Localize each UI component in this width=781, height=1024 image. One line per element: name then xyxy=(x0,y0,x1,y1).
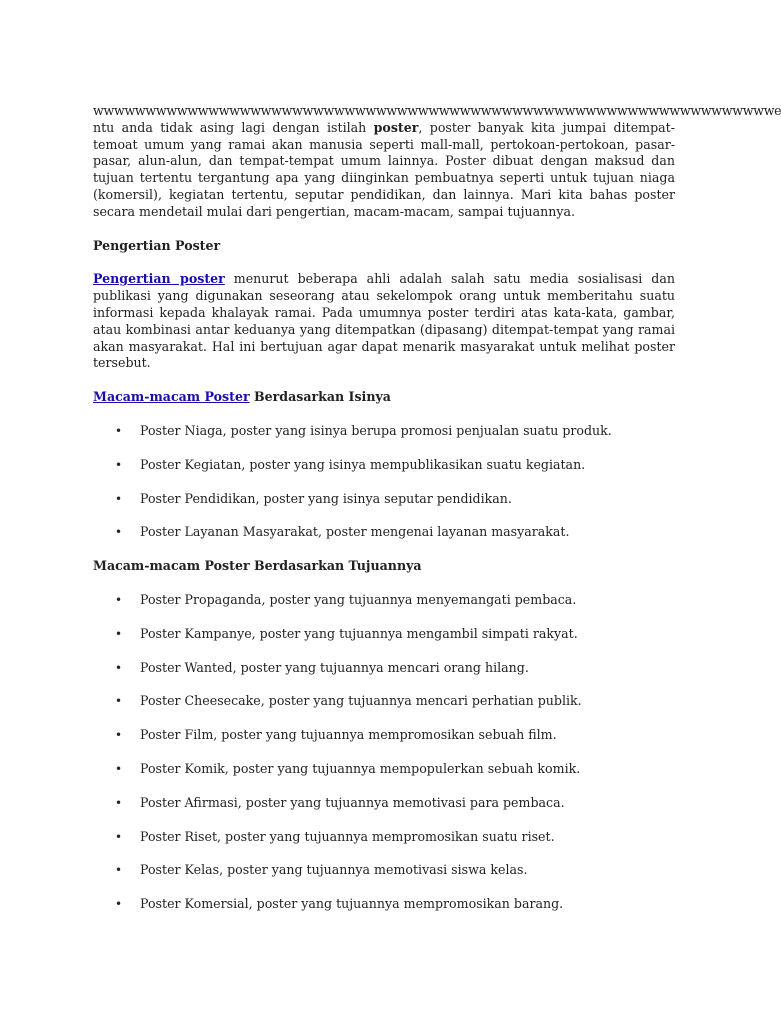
list-item xyxy=(93,862,675,896)
intro-paragraph xyxy=(93,120,675,221)
bullet-icon: • xyxy=(115,660,123,675)
bullet-icon: • xyxy=(115,897,123,912)
list-item-text: Poster Cheesecake, poster yang tujuannya mencari perhatian publik. xyxy=(140,693,582,709)
list-item xyxy=(93,457,675,491)
list-item xyxy=(93,795,675,829)
list-item xyxy=(93,693,675,727)
list-item xyxy=(93,896,675,930)
bullet-icon: • xyxy=(115,457,123,472)
list-item-text: Poster Propaganda, poster yang tujuannya menyemangati pembaca. xyxy=(140,591,577,607)
bullet-icon: • xyxy=(115,728,123,743)
list-item xyxy=(93,423,675,457)
bullet-icon: • xyxy=(115,525,123,540)
pengertian-paragraph xyxy=(93,271,675,372)
list-item-text: Poster Layanan Masyarakat, poster mengenai layanan masyarakat. xyxy=(140,524,570,540)
bullet-icon: • xyxy=(115,694,123,709)
bullet-icon: • xyxy=(115,491,123,506)
pengertian-poster-link[interactable]: Pengertian poster xyxy=(93,271,225,287)
bullet-icon: • xyxy=(115,863,123,878)
list-item-text: Poster Komik, poster yang tujuannya mempopulerkan sebuah komik. xyxy=(140,760,581,776)
list-item-text: Poster Pendidikan, poster yang isinya seputar pendidikan. xyxy=(140,490,512,506)
pengertian-body: menurut beberapa ahli adalah salah satu media sosialisasi dan publikasi yang digunakan seseorang atau sekelompok orang untuk memberitahu suatu informasi kepada khalayak ramai. Pada umumnya poster terdiri atas kata-kata, gambar, atau kombinasi antar keduanya yang ditempatkan (dipasang) ditempat-tempat yang ramai akan masyarakat. Hal ini bertujuan agar dapat menarik masyarakat untuk melihat poster tersebut. xyxy=(93,271,675,371)
intro-bold-term: poster xyxy=(373,119,419,135)
list-item xyxy=(93,524,675,558)
intro-text-start: ntu anda tidak asing lagi dengan istilah xyxy=(93,119,374,135)
heading-isinya xyxy=(93,389,675,406)
list-item-text: Poster Wanted, poster yang tujuannya mencari orang hilang. xyxy=(140,659,529,675)
list-item xyxy=(93,626,675,660)
list-item xyxy=(93,660,675,694)
list-item-text: Poster Niaga, poster yang isinya berupa promosi penjualan suatu produk. xyxy=(140,422,612,438)
heading-tujuannya: Macam-macam Poster Berdasarkan Tujuannya xyxy=(93,558,422,574)
bullet-icon: • xyxy=(115,423,123,438)
bullet-icon: • xyxy=(115,592,123,607)
list-item-text: Poster Kelas, poster yang tujuannya memotivasi siswa kelas. xyxy=(140,862,528,878)
isinya-list xyxy=(93,423,675,558)
bullet-icon: • xyxy=(115,626,123,641)
list-item xyxy=(93,727,675,761)
heading-isinya-rest: Berdasarkan Isinya xyxy=(249,389,391,405)
macam-poster-link[interactable]: Macam-macam Poster xyxy=(93,389,250,405)
list-item-text: Poster Kegiatan, poster yang isinya mempublikasikan suatu kegiatan. xyxy=(140,456,586,472)
list-item xyxy=(93,491,675,525)
heading-pengertian: Pengertian Poster xyxy=(93,237,221,253)
list-item xyxy=(93,592,675,626)
list-item-text: Poster Kampanye, poster yang tujuannya mengambil simpati rakyat. xyxy=(140,625,578,641)
bullet-icon: • xyxy=(115,829,123,844)
tujuannya-list xyxy=(93,592,675,930)
garbled-line: wwwwwwwwwwwwwwwwwwwwwwwwwwwwwwwwwwwwwwwwwwwwwwwwwwwwwwwwwwwwwwwwwe xyxy=(93,103,781,118)
list-item-text: Poster Afirmasi, poster yang tujuannya memotivasi para pembaca. xyxy=(140,794,565,810)
document-content xyxy=(93,103,781,930)
list-item-text: Poster Riset, poster yang tujuannya mempromosikan suatu riset. xyxy=(140,828,555,844)
list-item-text: Poster Film, poster yang tujuannya mempromosikan sebuah film. xyxy=(140,727,557,743)
list-item xyxy=(93,829,675,863)
list-item xyxy=(93,761,675,795)
bullet-icon: • xyxy=(115,795,123,810)
list-item-text: Poster Komersial, poster yang tujuannya mempromosikan barang. xyxy=(140,896,564,912)
intro-text-rest: , poster banyak kita jumpai ditempat-temoat umum yang ramai akan manusia seperti mall-mall, pertokoan-pertokoan, pasar-pasar, alun-alun, dan tempat-tempat umum lainnya. Poster dibuat dengan maksud dan tujuan tertentu tergantung apa yang diinginkan pembuatnya seperti untuk tujuan niaga (komersil), kegiatan tertentu, seputar pendidikan, dan lainnya. Mari kita bahas poster secara mendetail mulai dari pengertian, macam-macam, sampai tujuannya. xyxy=(93,119,675,219)
bullet-icon: • xyxy=(115,761,123,776)
